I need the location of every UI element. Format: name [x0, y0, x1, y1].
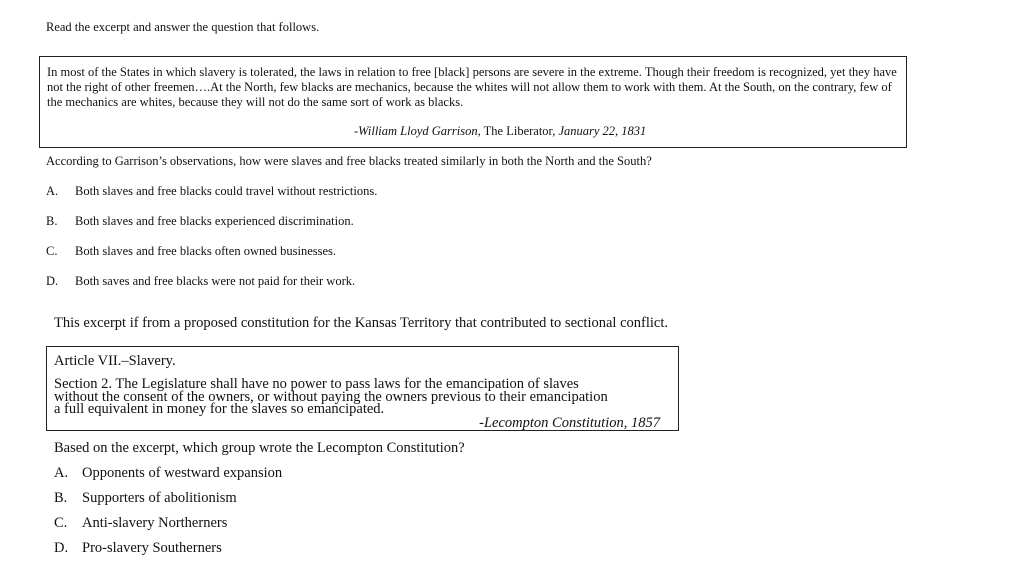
- q2-option-text: Anti-slavery Northerners: [82, 515, 228, 531]
- q1-citation: [354, 124, 646, 139]
- q2-section-line: Section 2. The Legislature shall have no power to pass laws for the emancipation of slaves: [54, 376, 579, 392]
- q1-excerpt-box: [39, 56, 907, 148]
- q1-instruction: Read the excerpt and answer the question that follows.: [46, 20, 320, 34]
- q2-question: Based on the excerpt, which group wrote the Lecompton Constitution?: [54, 440, 465, 456]
- q1-option-letter: A.: [46, 184, 59, 198]
- q1-question: According to Garrison’s observations, how were slaves and free blacks treated similarly in both the North and the South?: [46, 154, 652, 168]
- q2-section-text: [54, 378, 608, 416]
- q2-option-letter: D.: [54, 540, 69, 556]
- q2-option-letter: B.: [54, 490, 68, 506]
- q2-option-text: Supporters of abolitionism: [82, 490, 237, 506]
- q2-option-text: Pro-slavery Southerners: [82, 540, 222, 556]
- q1-excerpt-text: In most of the States in which slavery is tolerated, the laws in relation to free [black] persons are severe in the extreme. Though their freedom is recognized, yet they have not the right of other freemen….At the North, few blacks are mechanics, because the whites will not allow them to work with them. At the South, on the contrary, few of the mechanics are whites, because they will not do the same sort of work as blacks.: [47, 65, 897, 109]
- q1-citation-work: The Liberator,: [483, 124, 556, 138]
- q2-excerpt-box: [46, 346, 679, 431]
- q1-option-text: Both slaves and free blacks often owned businesses.: [75, 244, 337, 258]
- q1-option-letter: C.: [46, 244, 58, 258]
- q2-section-line: without the consent of the owners, or without paying the owners previous to their emancipation: [54, 388, 608, 405]
- q2-section-line: a full equivalent in money for the slaves so emancipated.: [54, 401, 385, 417]
- q2-citation: -Lecompton Constitution, 1857: [479, 415, 660, 431]
- q2-intro: This excerpt if from a proposed constitution for the Kansas Territory that contributed to sectional conflict.: [54, 315, 668, 331]
- q1-citation-author: -William Lloyd Garrison,: [354, 124, 481, 138]
- q1-option-text: Both saves and free blacks were not paid for their work.: [75, 274, 356, 288]
- q2-option-letter: A.: [54, 465, 69, 481]
- q1-option-letter: B.: [46, 214, 58, 228]
- q1-option-letter: D.: [46, 274, 59, 288]
- q1-citation-date: January 22, 1831: [558, 124, 647, 138]
- q1-option-text: Both slaves and free blacks experienced discrimination.: [75, 214, 354, 228]
- q2-option-letter: C.: [54, 515, 68, 531]
- q1-option-text: Both slaves and free blacks could travel without restrictions.: [75, 184, 378, 198]
- q2-option-text: Opponents of westward expansion: [82, 465, 283, 481]
- q2-article-title: Article VII.–Slavery.: [54, 353, 176, 369]
